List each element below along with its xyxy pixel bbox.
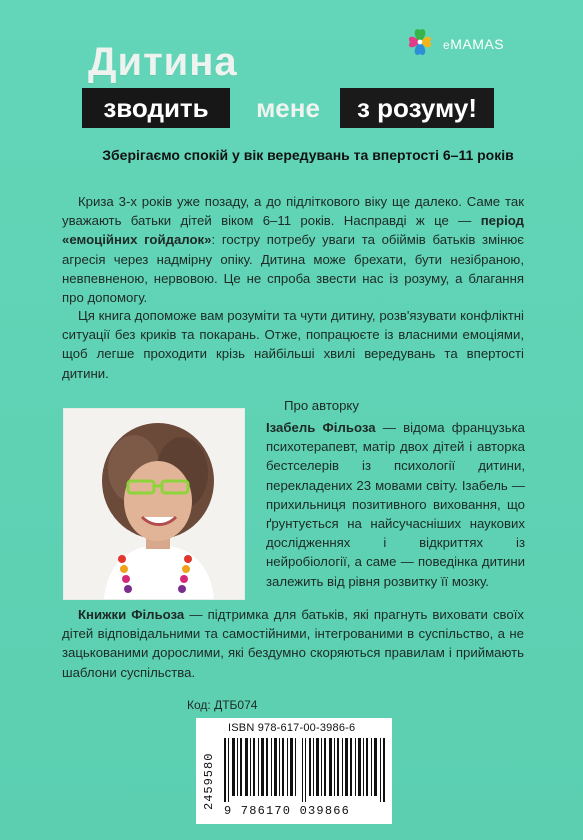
emphasis-text: період «емоційних гойдалок»	[62, 213, 524, 248]
publisher-logo	[400, 22, 540, 62]
barcode-side-digits: 2459580	[202, 752, 216, 810]
book-title-word2: мене	[256, 92, 320, 123]
author-name: Ізабель Фільоза	[266, 420, 376, 435]
isbn-barcode	[196, 718, 392, 824]
book-title-line1: Дитина	[88, 40, 238, 84]
book-title-word3: з розуму!	[340, 88, 494, 128]
author-photo	[63, 408, 245, 600]
about-author-label: Про авторку	[284, 398, 359, 413]
description-paragraph-2: Ця книга допоможе вам розуміти та чути дитину, розв'язувати конфліктні ситуації без криків та покарань. Отже, попрацюєте із власними емоціями, щоб легше проходити крізь найбільші хвилі вередувань та впертості дитини.	[62, 308, 524, 381]
book-subtitle: Зберігаємо спокій у вік вередувань та впертості 6–11 років	[102, 147, 514, 163]
flower-hearts-icon	[400, 22, 440, 62]
product-code: Код: ДТБ074	[187, 698, 258, 712]
publisher-logo-text: eMAMAS	[443, 36, 505, 52]
author-portrait-illustration	[64, 409, 244, 599]
barcode-bars	[224, 738, 386, 802]
book-title-word1: зводить	[82, 88, 230, 128]
author-bio: Ізабель Фільоза — відома французька психотерапевт, матір двох дітей і авторка бестселерів із психології дитини, перекладених 23 мовами світу. Ізабель — прихильниця позитивного виховання, що ґрунтується на найсучасніших наукових дослідженнях і відкриттях із нейробіології, а саме — поведінка дитини залежить від рівня розвитку її мозку.	[266, 420, 525, 589]
books-paragraph: Книжки Фільоза — підтримка для батьків, які прагнуть виховати своїх дітей відповідальними та самостійними, інтегрованими в суспільство, а не зацькованими дорослими, які бездумно скоряються правилам і приймають шаблони суспільства.	[62, 607, 525, 680]
description-paragraph-1: Криза 3-х років уже позаду, а до підліткового віку ще далеко. Саме так уважають батьки дітей віком 6–11 років. Насправді ж це — період «емоційних гойдалок»: гостру потребу уваги та обіймів батьків змінює агресія через надмірну опіку. Дитина може брехати, бути незібраною, невпевненою, нервовою. Це не спроба звести нас із розуму, а благання про допомогу.	[62, 194, 524, 306]
isbn-number: ISBN 978-617-00-3986-6	[228, 722, 356, 734]
barcode-digits: 9 786170 039866	[224, 804, 351, 818]
